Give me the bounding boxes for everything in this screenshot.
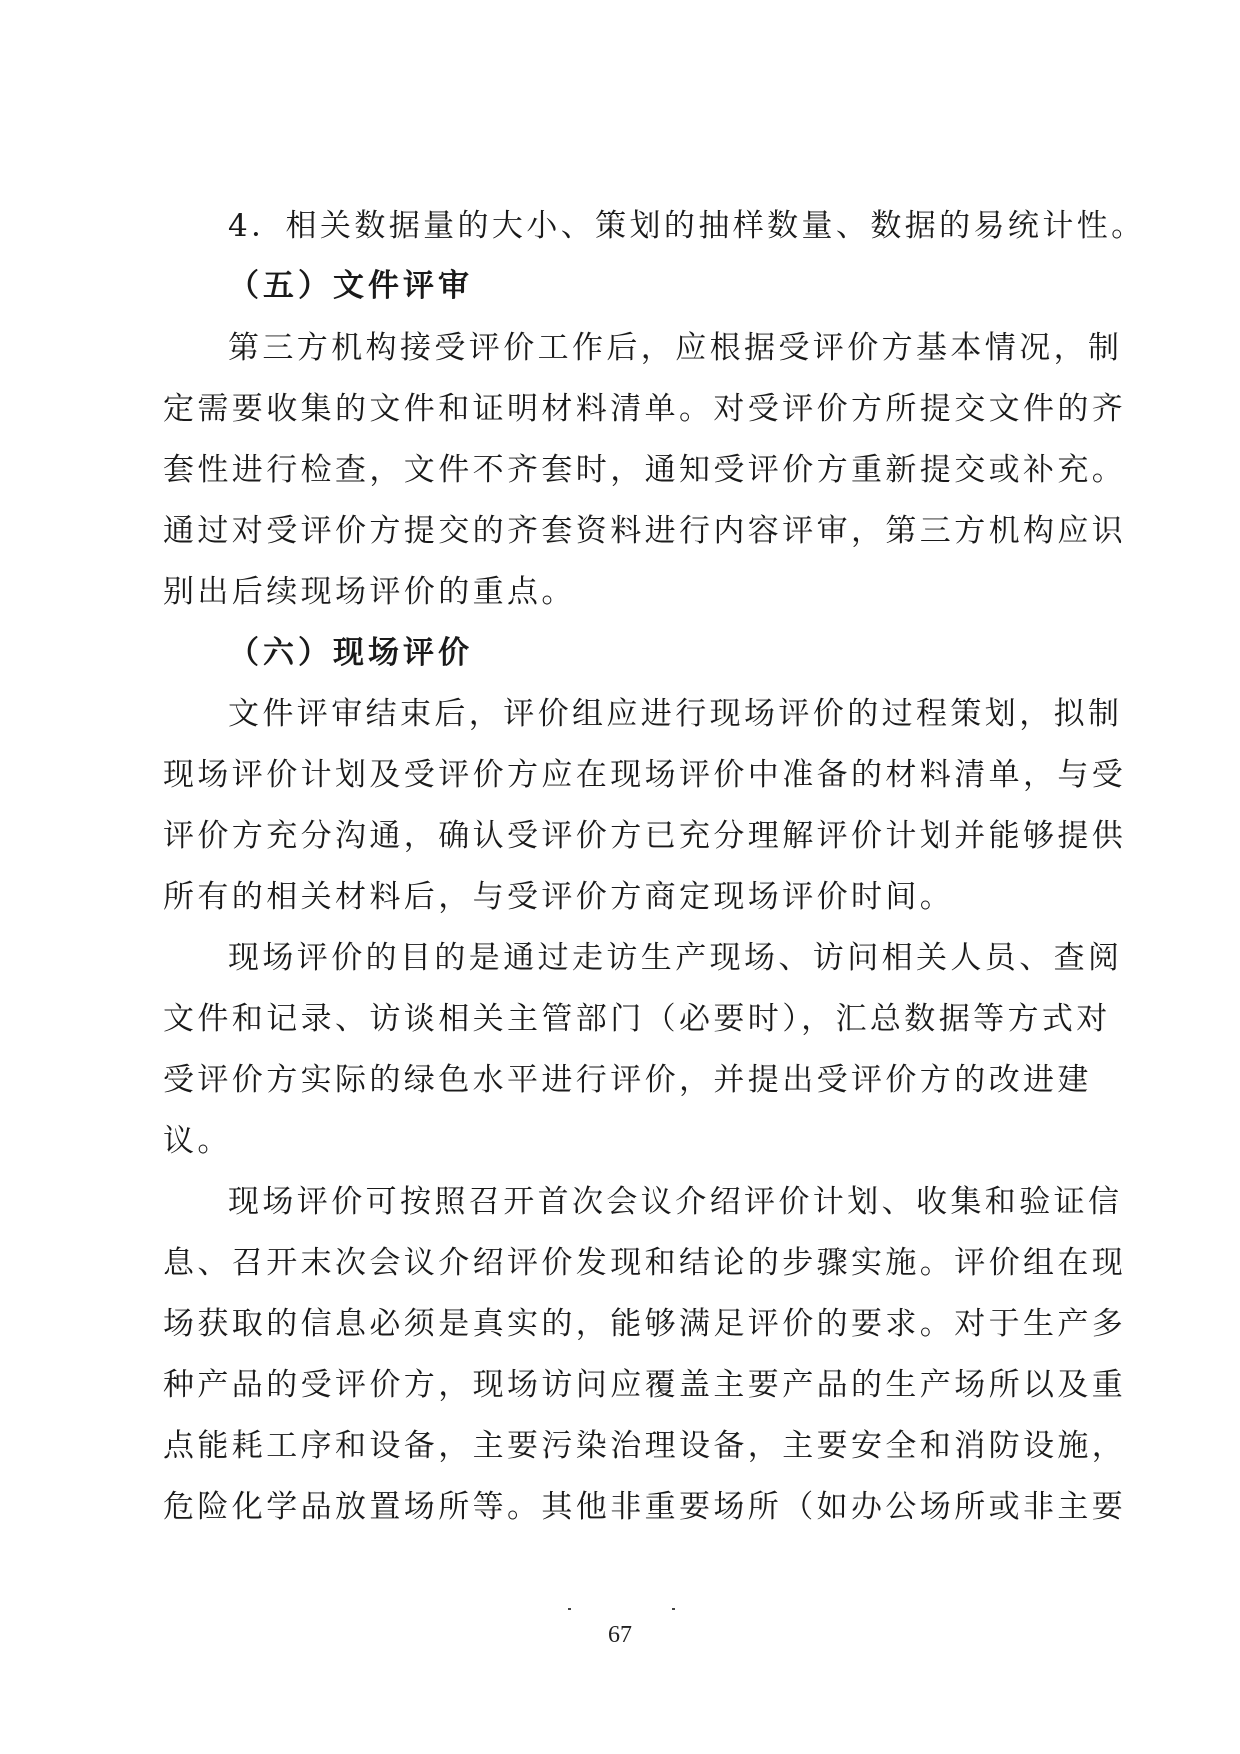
paragraph-line: 现场评价可按照召开首次会议介绍评价计划、收集和验证信 [228, 1184, 1123, 1220]
paragraph-line: 通过对受评价方提交的齐套资料进行内容评审，第三方机构应识 [163, 513, 1127, 549]
paragraph-line: 别出后续现场评价的重点。 [163, 574, 576, 610]
paragraph-line: 文件和记录、访谈相关主管部门（必要时），汇总数据等方式对 [163, 1001, 1111, 1037]
scan-mark [672, 1608, 675, 1610]
paragraph-line: 点能耗工序和设备，主要污染治理设备，主要安全和消防设施， [163, 1428, 1127, 1464]
scan-mark [568, 1608, 571, 1610]
paragraph-line: 文件评审结束后，评价组应进行现场评价的过程策划，拟制 [228, 696, 1123, 732]
paragraph-line: 种产品的受评价方，现场访问应覆盖主要产品的生产场所以及重 [163, 1367, 1127, 1403]
paragraph-line: 第三方机构接受评价工作后，应根据受评价方基本情况，制 [228, 330, 1123, 366]
page-number: 67 [608, 1622, 632, 1648]
paragraph-line-item-4: 4．相关数据量的大小、策划的抽样数量、数据的易统计性。 [228, 208, 1146, 244]
paragraph-line: 现场评价计划及受评价方应在现场评价中准备的材料清单，与受 [163, 757, 1127, 793]
paragraph-line: 评价方充分沟通，确认受评价方已充分理解评价计划并能够提供 [163, 818, 1127, 854]
paragraph-line: 现场评价的目的是通过走访生产现场、访问相关人员、查阅 [228, 940, 1123, 976]
paragraph-line: 息、召开末次会议介绍评价发现和结论的步骤实施。评价组在现 [163, 1245, 1127, 1281]
paragraph-line: 场获取的信息必须是真实的，能够满足评价的要求。对于生产多 [163, 1306, 1127, 1342]
paragraph-line: 议。 [163, 1123, 232, 1159]
paragraph-line: 受评价方实际的绿色水平进行评价，并提出受评价方的改进建 [163, 1062, 1092, 1098]
paragraph-line: 所有的相关材料后，与受评价方商定现场评价时间。 [163, 879, 955, 915]
paragraph-line: 套性进行检查，文件不齐套时，通知受评价方重新提交或补充。 [163, 452, 1127, 488]
section-heading-6: （六）现场评价 [228, 635, 473, 671]
section-heading-5: （五）文件评审 [228, 268, 473, 304]
paragraph-line: 危险化学品放置场所等。其他非重要场所（如办公场所或非主要 [163, 1489, 1127, 1525]
paragraph-line: 定需要收集的文件和证明材料清单。对受评价方所提交文件的齐 [163, 391, 1127, 427]
